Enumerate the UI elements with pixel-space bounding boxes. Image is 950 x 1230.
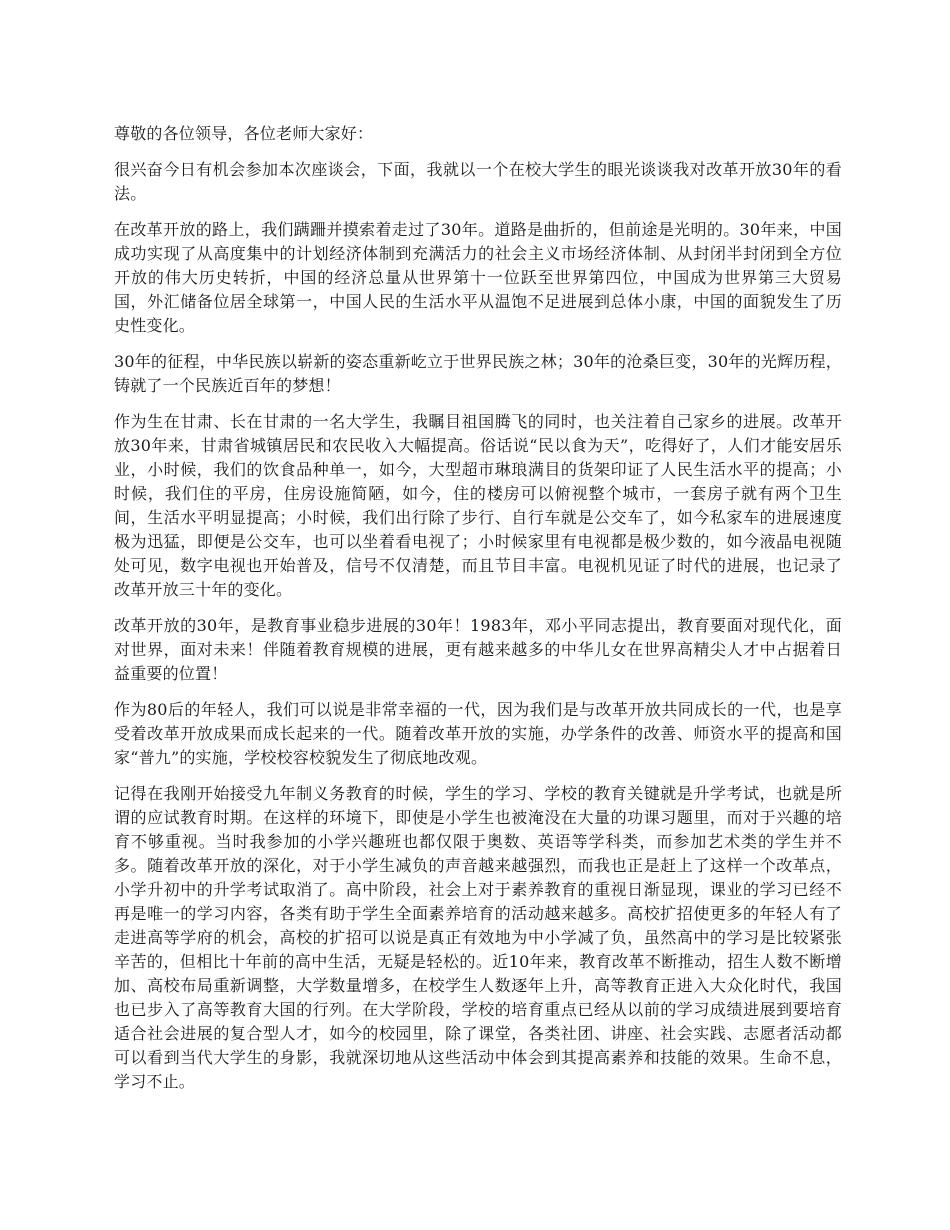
paragraph-education: 改革开放的30年，是教育事业稳步进展的30年！1983年，邓小平同志提出，教育要面对现代化，面对世界，面对未来！伴随着教育规模的进展，更有越来越多的中华儿女在世界高精尖人才中占据着日益重要的位置！ — [114, 616, 842, 683]
paragraph-opening: 很兴奋今日有机会参加本次座谈会，下面，我就以一个在校大学生的眼光谈谈我对改革开放30年的看法。 — [114, 160, 842, 203]
paragraph-30-years-road: 在改革开放的路上，我们蹒跚并摸索着走过了30年。道路是曲折的，但前途是光明的。30年来，中国成功实现了从高度集中的计划经济体制到充满活力的社会主义市场经济体制、从封闭半封闭到全方位开放的伟大历史转折，中国的经济总量从世界第十一位跃至世界第四位，中国成为世界第三大贸易国，外汇储备位居全球第一，中国人民的生活水平从温饱不足进展到总体小康，中国的面貌发生了历史性变化。 — [114, 220, 842, 335]
greeting: 尊敬的各位领导，各位老师大家好： — [114, 124, 374, 143]
paragraph-gansu: 作为生在甘肃、长在甘肃的一名大学生，我瞩目祖国腾飞的同时，也关注着自己家乡的进展。改革开放30年来，甘肃省城镇居民和农民收入大幅提高。俗话说“民以食为天”，吃得好了，人们才能安居乐业，小时候，我们的饮食品种单一，如今，大型超市琳琅满目的货架印证了人民生活水平的提高；小时候，我们住的平房，住房设施简陋，如今，住的楼房可以俯视整个城市，一套房子就有两个卫生间，生活水平明显提高；小时候，我们出行除了步行、自行车就是公交车了，如今私家车的进展速度极为迅猛，即便是公交车，也可以坐着看电视了；小时候家里有电视都是极少数的，如今液晶电视随处可见，数字电视也开始普及，信号不仅清楚，而且节目丰富。电视机见证了时代的进展，也记录了改革开放三十年的变化。 — [114, 412, 842, 599]
paragraph-post-80s: 作为80后的年轻人，我们可以说是非常幸福的一代，因为我们是与改革开放共同成长的一代，也是享受着改革开放成果而成长起来的一代。随着改革开放的实施，办学条件的改善、师资水平的提高和国家“普九”的实施，学校校容校貌发生了彻底地改观。 — [114, 700, 842, 767]
paragraph-journey: 30年的征程，中华民族以崭新的姿态重新屹立于世界民族之林；30年的沧桑巨变，30年的光辉历程，铸就了一个民族近百年的梦想！ — [114, 352, 842, 395]
paragraph-compulsory-education: 记得在我刚开始接受九年制义务教育的时候，学生的学习、学校的教育关键就是升学考试，也就是所谓的应试教育时期。在这样的环境下，即使是小学生也被淹没在大量的功课习题里，而对于兴趣的培育不够重视。当时我参加的小学兴趣班也都仅限于奥数、英语等学科类，而参加艺术类的学生并不多。随着改革开放的深化，对于小学生减负的声音越来越强烈，而我也正是赶上了这样一个改革点，小学升初中的升学考试取消了。高中阶段，社会上对于素养教育的重视日渐显现，课业的学习已经不再是唯一的学习内容，各类有助于学生全面素养培育的活动越来越多。高校扩招使更多的年轻人有了走进高等学府的机会，高校的扩招可以说是真正有效地为中小学减了负，虽然高中的学习是比较紧张辛苦的，但相比十年前的高中生活，无疑是轻松的。近10年来，教育改革不断推动，招生人数不断增加、高校布局重新调整，大学数量增多，在校学生人数逐年上升，高等教育正进入大众化时代，我国也已步入了高等教育大国的行列。在大学阶段，学校的培育重点已经从以前的学习成绩进展到要培育适合社会进展的复合型人才，如今的校园里，除了课堂，各类社团、讲座、社会实践、志愿者活动都可以看到当代大学生的身影，我就深切地从这些活动中体会到其提高素养和技能的效果。生命不息，学习不止。 — [114, 784, 842, 1091]
speech-document — [114, 122, 842, 1106]
